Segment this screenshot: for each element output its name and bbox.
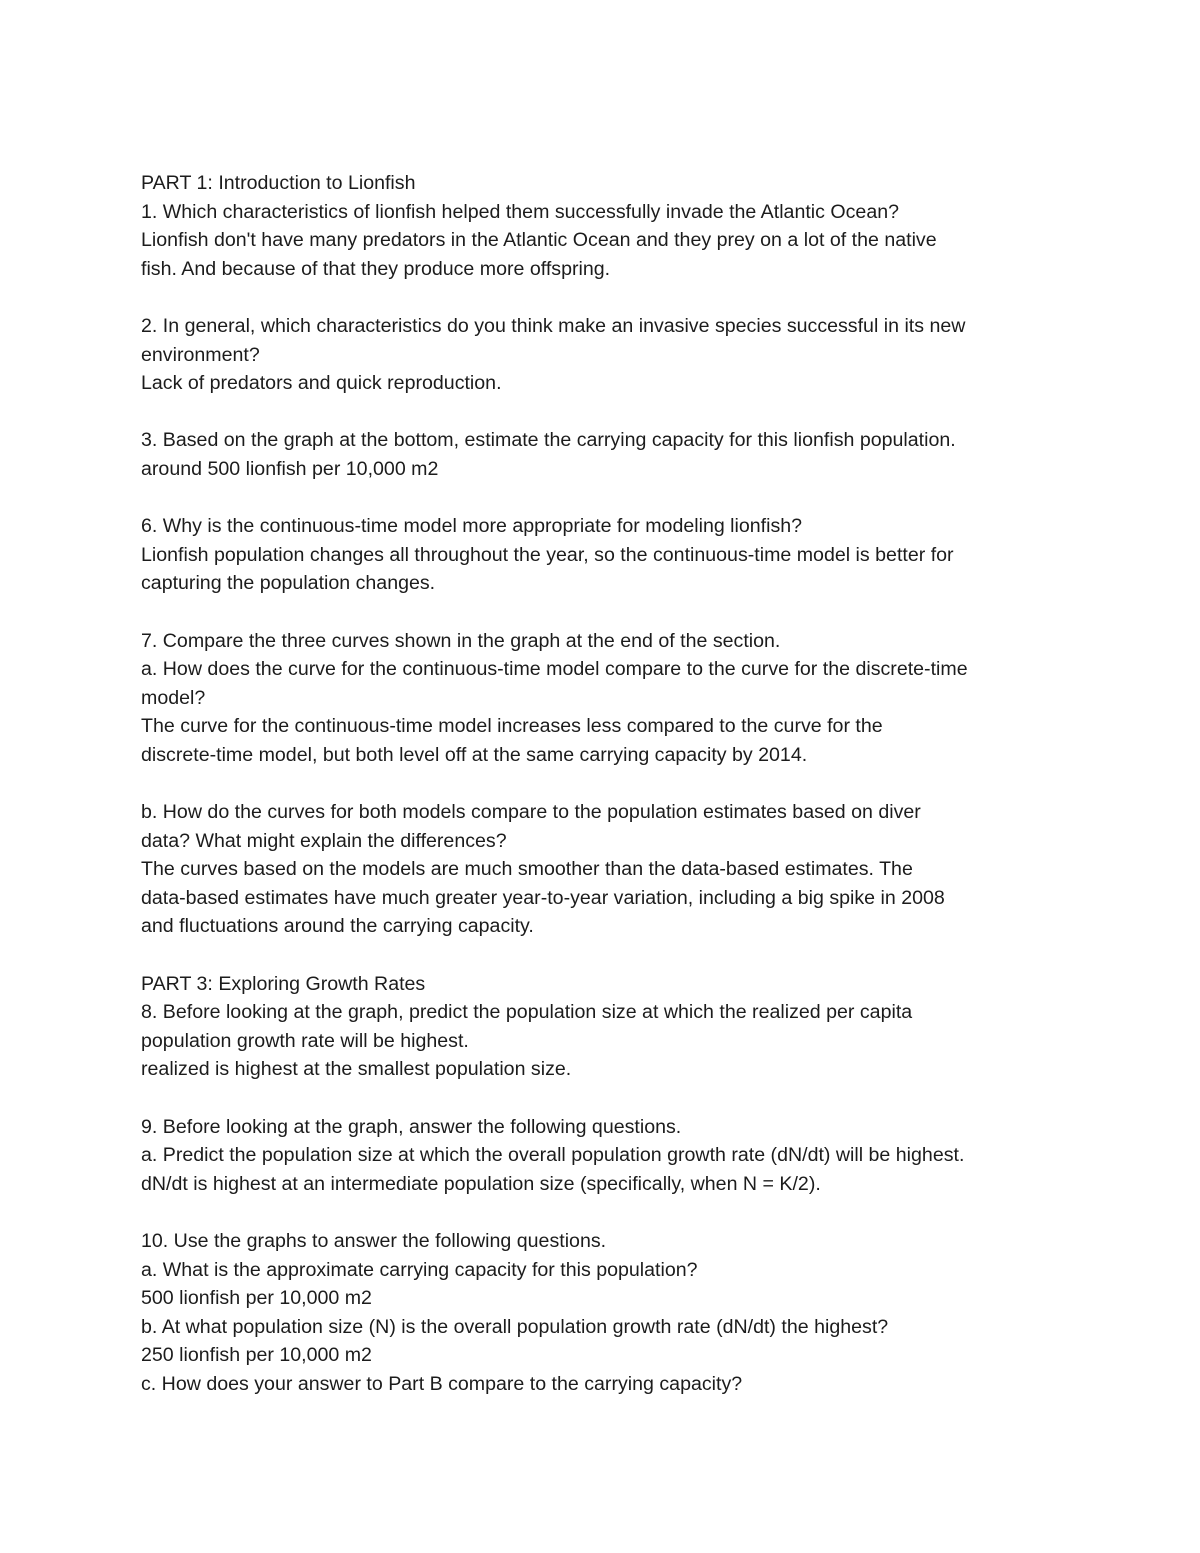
text-line: b. At what population size (N) is the overall population growth rate (dN/dt) the highest? <box>141 1315 889 1338</box>
text-line: discrete-time model, but both level off at the same carrying capacity by 2014. <box>141 743 808 766</box>
text-line: PART 3: Exploring Growth Rates <box>141 972 426 995</box>
blank-line <box>141 941 1071 970</box>
blank-line <box>141 1084 1071 1113</box>
text-line: data? What might explain the differences? <box>141 829 507 852</box>
text-line: environment? <box>141 343 260 366</box>
text-line: capturing the population changes. <box>141 572 436 595</box>
text-line: Lionfish population changes all throughout the year, so the continuous-time model is better for <box>141 543 954 566</box>
text-line: around 500 lionfish per 10,000 m2 <box>141 457 439 480</box>
text-line: 2. In general, which characteristics do you think make an invasive species successful in its new <box>141 314 966 337</box>
text-line: 500 lionfish per 10,000 m2 <box>141 1287 372 1310</box>
text-line: model? <box>141 686 206 709</box>
text-line: data-based estimates have much greater year-to-year variation, including a big spike in 2008 <box>141 886 945 909</box>
blank-line <box>141 398 1071 427</box>
text-line: The curves based on the models are much smoother than the data-based estimates. The <box>141 858 913 881</box>
text-line: a. How does the curve for the continuous-time model compare to the curve for the discrete-time <box>141 658 968 681</box>
text-line: 8. Before looking at the graph, predict the population size at which the realized per capita <box>141 1001 913 1024</box>
text-line: 1. Which characteristics of lionfish helped them successfully invade the Atlantic Ocean? <box>141 200 900 223</box>
text-line: Lack of predators and quick reproduction. <box>141 372 502 395</box>
blank-line <box>141 598 1071 627</box>
text-line: 7. Compare the three curves shown in the graph at the end of the section. <box>141 629 781 652</box>
document-page <box>141 169 1071 1399</box>
blank-line <box>141 1198 1071 1227</box>
text-line: population growth rate will be highest. <box>141 1029 469 1052</box>
text-line: 9. Before looking at the graph, answer the following questions. <box>141 1115 682 1138</box>
text-line: 3. Based on the graph at the bottom, estimate the carrying capacity for this lionfish population. <box>141 429 956 452</box>
text-line: and fluctuations around the carrying capacity. <box>141 915 534 938</box>
text-line: a. Predict the population size at which the overall population growth rate (dN/dt) will be highest. <box>141 1144 965 1167</box>
text-line: dN/dt is highest at an intermediate population size (specifically, when N = K/2). <box>141 1172 821 1195</box>
text-line: Lionfish don't have many predators in the Atlantic Ocean and they prey on a lot of the native <box>141 229 937 252</box>
text-line: 6. Why is the continuous-time model more appropriate for modeling lionfish? <box>141 515 803 538</box>
text-line: c. How does your answer to Part B compare to the carrying capacity? <box>141 1372 743 1395</box>
text-line: 10. Use the graphs to answer the following questions. <box>141 1229 607 1252</box>
text-line: 250 lionfish per 10,000 m2 <box>141 1344 372 1367</box>
text-line: a. What is the approximate carrying capacity for this population? <box>141 1258 698 1281</box>
blank-line <box>141 769 1071 798</box>
blank-line <box>141 484 1071 513</box>
text-line: PART 1: Introduction to Lionfish <box>141 172 416 194</box>
text-line: fish. And because of that they produce more offspring. <box>141 257 611 280</box>
text-line: The curve for the continuous-time model increases less compared to the curve for the <box>141 715 883 738</box>
text-line: b. How do the curves for both models compare to the population estimates based on diver <box>141 801 921 824</box>
blank-line <box>141 283 1071 312</box>
text-line: realized is highest at the smallest population size. <box>141 1058 572 1081</box>
